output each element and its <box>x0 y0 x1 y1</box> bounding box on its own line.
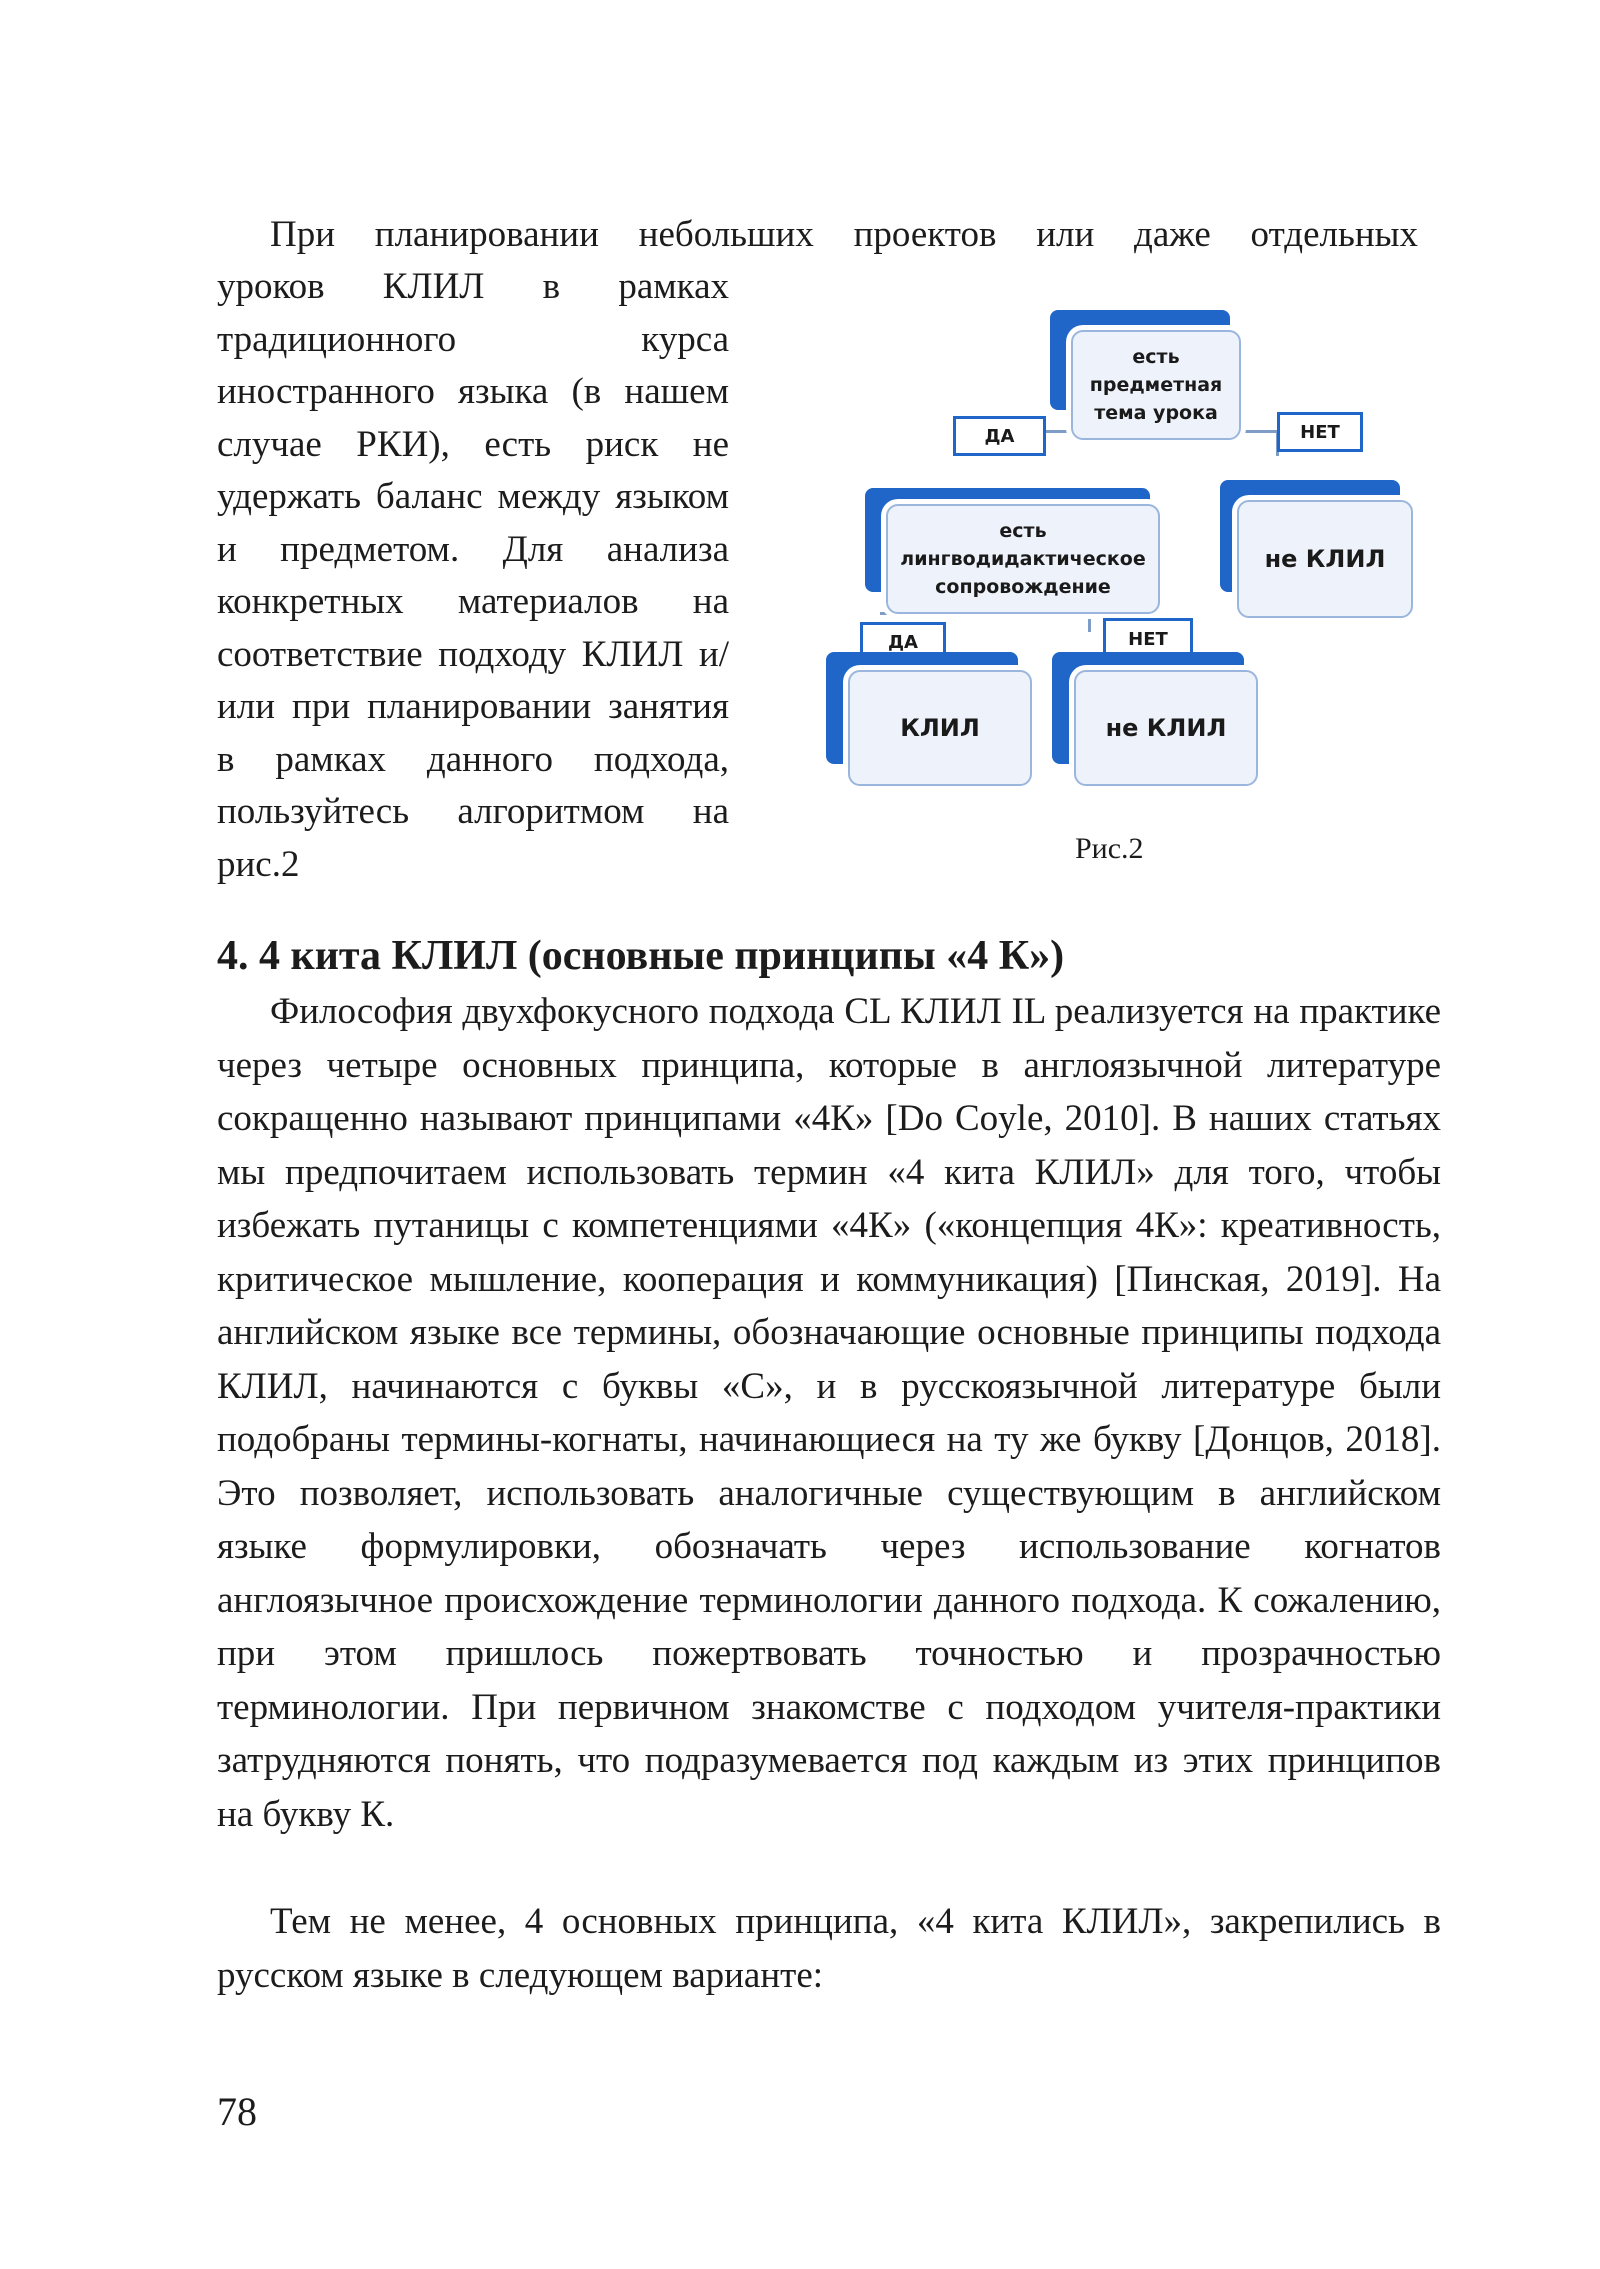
mid-no-label: НЕТ <box>1103 618 1193 660</box>
section-paragraph-1: Философия двухфокусного подхода CL КЛИЛ IL реализуется на практике через четыре основных принципа, которые в англоязычной литературе сокращенно называют принципами «4К» [Do Coyle, 2010]. В наших статьях мы предпочитаем использовать термин «4 кита КЛИЛ» для того, чтобы избежать путаницы с компетенциями «4К» («концепция 4К»: креативность, критическое мышление, кооперация и коммуникация) [Пинская, 2019]. На английском языке все термины, обозначающие основные принципы подхода КЛИЛ, начинаются с буквы «С», и в русскоязычной литературе были подобраны термины-когнаты, начинающиеся на ту же букву [Донцов, 2018]. Это позволяет, использовать аналогичные существующим в английском языке формулировки, обозначать через использование когнатов англоязычное происхождение терминологии данного подхода. К сожалению, при этом пришлось пожертвовать точностью и прозрачностью терминологии. При первичном знакомстве с подходом учителя-практики затрудняются понять, что подразумевается под каждым из этих принципов на букву К. <box>217 991 1441 1835</box>
intro-left-column: уроков КЛИЛ в рамках традиционного курса иностранного языка (в нашем случае РКИ), есть риск не удержать баланс между языком и предметом. Для анализа конкретных материалов на соответствие подходу КЛИЛ и/ или при планировании занятия в рамках данного подхода, пользуйтесь алгоритмом на рис.2 <box>217 266 729 885</box>
bottom-left-result-text: КЛИЛ <box>900 714 980 742</box>
bottom-left-result-box <box>848 670 1032 786</box>
page-number: 78 <box>217 2089 257 2134</box>
right-result-text: не КЛИЛ <box>1264 545 1386 573</box>
mid-yes-label: ДА <box>860 622 946 662</box>
top-decision-box <box>1071 330 1241 440</box>
section-paragraph-2: Тем не менее, 4 основных принципа, «4 кита КЛИЛ», закрепились в русском языке в следующем варианте: <box>217 1901 1441 1996</box>
middle-decision-text: есть лингводидактическое сопровождение <box>900 520 1146 598</box>
middle-decision-box <box>886 504 1160 614</box>
intro-first-line: При планировании небольших проектов или даже отдельных <box>270 214 1418 255</box>
right-result-box <box>1237 500 1413 618</box>
section-heading: 4. 4 кита КЛИЛ (основные принципы «4 К») <box>217 933 1065 979</box>
top-no-label: НЕТ <box>1277 412 1363 452</box>
bottom-right-result-text: не КЛИЛ <box>1105 714 1227 742</box>
flowchart-diagram <box>820 300 1460 800</box>
figure-caption: Рис.2 <box>1075 832 1144 865</box>
connector-mid-right-drop <box>1088 612 1091 632</box>
top-yes-label: ДА <box>953 416 1046 456</box>
top-decision-text: есть предметная тема урока <box>1089 346 1223 424</box>
bottom-right-result-box <box>1074 670 1258 786</box>
